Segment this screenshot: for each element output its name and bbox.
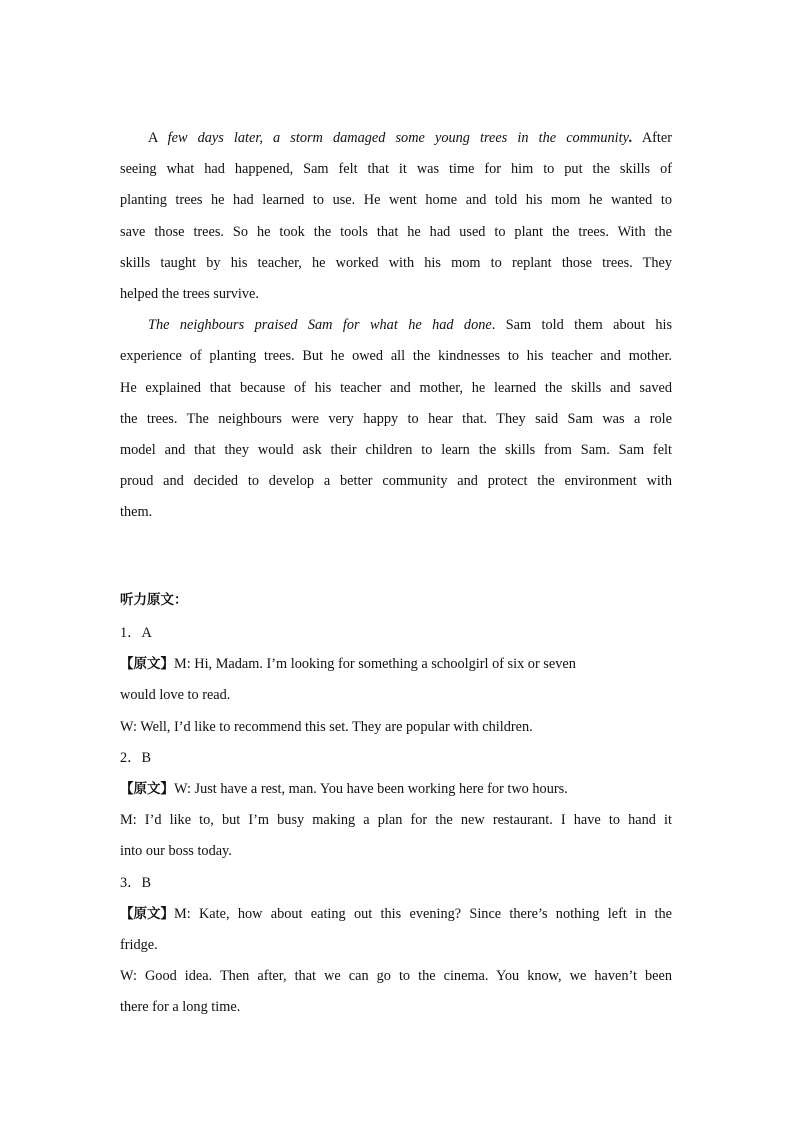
item-number: 3．B xyxy=(120,874,151,891)
transcript-line: there for a long time. xyxy=(120,999,241,1016)
transcript-line: would love to read. xyxy=(120,687,231,704)
paragraph-line: seeing what had happened, Sam felt that it was time for him to put the skills of xyxy=(120,161,672,178)
source-tag: 【原文】 xyxy=(120,781,174,798)
paragraph-line: planting trees he had learned to use. He went home and told his mom he wanted to xyxy=(120,192,672,209)
paragraph-line xyxy=(120,123,672,154)
paragraph-line: experience of planting trees. But he owed all the kindnesses to his teacher and mother. xyxy=(120,348,672,365)
text-run: . Sam told them about his xyxy=(491,317,673,334)
paragraph-line: the trees. The neighbours were very happy to hear that. They said Sam was a role xyxy=(120,410,672,427)
bold-period: . xyxy=(628,130,633,146)
italic-phrase: few days later, a storm damaged some young trees in the community xyxy=(167,130,629,146)
text-run: After xyxy=(632,130,672,146)
text-run: W: Just have a rest, man. You have been working here for two hours. xyxy=(174,781,568,798)
text-run: M: I’d like to, but I’m busy making a plan for the new restaurant. I have to hand it xyxy=(120,812,672,829)
section-heading: 听力原文： xyxy=(120,592,188,608)
item-number: 2．B xyxy=(120,749,151,766)
story-paragraph-1 xyxy=(120,123,672,310)
transcript-line xyxy=(120,649,672,680)
transcript-line xyxy=(120,899,672,930)
item-number: 1．A xyxy=(120,625,152,641)
source-tag: 【原文】 xyxy=(120,905,174,922)
source-tag: 【原文】 xyxy=(120,656,174,673)
transcript-list xyxy=(120,618,672,1024)
italic-phrase: The neighbours praised Sam for what he had done xyxy=(148,317,492,334)
paragraph-line: proud and decided to develop a better community and protect the environment with xyxy=(120,473,672,490)
paragraph-line: model and that they would ask their children to learn the skills from Sam. Sam felt xyxy=(120,442,672,459)
transcript-line xyxy=(120,774,672,805)
paragraph-line: them. xyxy=(120,504,153,521)
story-section xyxy=(120,123,672,529)
paragraph-line: skills taught by his teacher, he worked with his mom to replant those trees. They xyxy=(120,254,672,271)
paragraph-line: helped the trees survive. xyxy=(120,286,259,303)
paragraph-line: He explained that because of his teacher and mother, he learned the skills and saved xyxy=(120,379,672,396)
transcript-line: into our boss today. xyxy=(120,843,232,860)
transcript-line: fridge. xyxy=(120,937,158,954)
transcript-line: W: Well, I’d like to recommend this set. They are popular with children. xyxy=(120,718,533,735)
paragraph-line: save those trees. So he took the tools that he had used to plant the trees. With the xyxy=(120,223,672,240)
text-run: A xyxy=(148,130,168,146)
story-paragraph-2 xyxy=(120,310,672,528)
text-run: M: Kate, how about eating out this evening? Since there’s nothing left in the xyxy=(174,905,672,922)
transcript-line xyxy=(120,805,672,836)
text-run: W: Good idea. Then after, that we can go to the cinema. You know, we haven’t been xyxy=(120,968,672,985)
paragraph-line xyxy=(120,310,672,341)
transcript-line xyxy=(120,961,672,992)
text-run: M: Hi, Madam. I’m looking for something a schoolgirl of six or seven xyxy=(174,656,576,673)
